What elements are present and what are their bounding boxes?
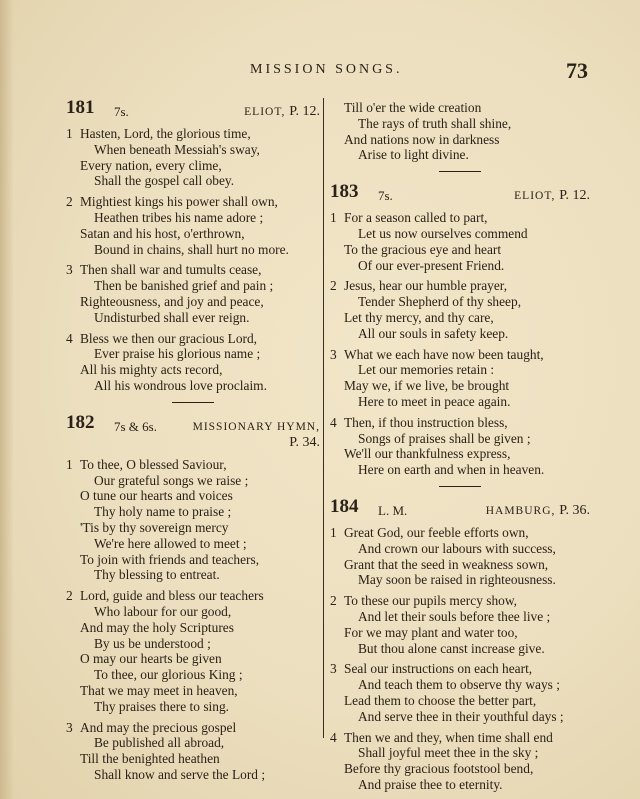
hymn-separator	[439, 486, 481, 487]
tune-name: HAMBURG,	[485, 504, 556, 517]
verse-line: Here to meet in peace again.	[358, 393, 511, 409]
verse-number: 1	[330, 524, 337, 540]
hymn-number: 181	[66, 97, 95, 118]
hymn-meter: 7s & 6s.	[114, 418, 157, 434]
verse-line: Grant that the seed in weakness sown,	[344, 556, 549, 572]
verse-line: That we may meet in heaven,	[80, 682, 238, 698]
verse-line: Lord, guide and bless our teachers	[80, 588, 264, 604]
verse-number: 3	[330, 661, 337, 677]
verse-line: To thee, O blessed Saviour,	[80, 456, 227, 472]
verse	[66, 126, 320, 189]
verse-line: And let their souls before thee live ;	[358, 608, 551, 624]
verse-line: All his mighty acts record,	[80, 362, 223, 378]
hymn-verses	[330, 210, 590, 478]
verse-line: Great God, our feeble efforts own,	[344, 524, 529, 540]
verse	[330, 525, 590, 588]
hymn-184	[330, 495, 590, 793]
hymn-separator	[439, 171, 481, 172]
verse	[330, 278, 590, 341]
hymn-meter: L. M.	[378, 502, 408, 518]
verse-line: To the gracious eye and heart	[344, 241, 502, 257]
verse-number: 2	[330, 278, 337, 294]
verse-line: Lead them to choose the better part,	[344, 692, 537, 708]
verse	[66, 331, 320, 394]
hymn-tune	[244, 104, 320, 121]
verse	[66, 588, 320, 714]
hymn-header	[330, 495, 590, 523]
verse-line: When beneath Messiah's sway,	[94, 141, 260, 157]
verse	[330, 661, 590, 724]
verse-number: 3	[330, 346, 337, 362]
verse-line: Who labour for our good,	[94, 603, 232, 619]
verse-number: 4	[330, 729, 337, 745]
left-column	[66, 97, 320, 788]
verse-line: Till o'er the wide creation	[344, 100, 482, 115]
verse-line: Satan and his host, o'erthrown,	[80, 225, 245, 241]
verse-number: 3	[66, 719, 73, 735]
verse-line: For we may plant and water too,	[344, 624, 518, 640]
hymn-tune	[486, 503, 590, 520]
verse	[330, 210, 590, 273]
verse	[330, 347, 590, 410]
column-divider	[323, 98, 324, 738]
verse-line: To these our pupils mercy show,	[344, 593, 517, 609]
verse-line: 'Tis by thy sovereign mercy	[80, 519, 229, 535]
verse-line: Then we and they, when time shall end	[344, 729, 553, 745]
verse-line: Then, if thou instruction bless,	[344, 414, 508, 430]
verse-line: All our souls in safety keep.	[358, 325, 509, 341]
verse-number: 4	[330, 414, 337, 430]
verse	[66, 262, 320, 325]
verse-line: Let us now ourselves commend	[358, 225, 528, 241]
hymn-tune	[514, 188, 590, 205]
hymn-verses	[66, 126, 320, 394]
hymn-182	[66, 411, 320, 783]
verse-line: O tune our hearts and voices	[80, 488, 233, 504]
verse-line: Thy praises there to sing.	[94, 698, 229, 714]
hymn-tune	[180, 419, 320, 451]
verse-line: And may the holy Scriptures	[80, 619, 234, 635]
verse-line: Bless we then our gracious Lord,	[80, 330, 258, 346]
verse-line: Our grateful songs we raise ;	[94, 472, 249, 488]
verse-line: Then be banished grief and pain ;	[94, 278, 274, 294]
hymn-183	[330, 181, 590, 478]
verse-line: And teach them to observe thy ways ;	[358, 677, 560, 693]
verse-line: Shall the gospel call obey.	[94, 173, 235, 189]
verse-line: Every nation, every clime,	[80, 157, 222, 173]
verse-line: Be published all abroad,	[94, 735, 225, 751]
tune-name: MISSIONARY HYMN,	[192, 420, 320, 433]
verse-line: Till the benighted heathen	[80, 751, 220, 767]
verse	[66, 457, 320, 583]
verse-number: 2	[330, 593, 337, 609]
tune-page: P. 34.	[289, 434, 320, 450]
verse-line: Arise to light divine.	[358, 147, 469, 163]
verse	[66, 194, 320, 257]
page-binding-shadow	[0, 0, 14, 799]
verse-line: Shall know and serve the Lord ;	[94, 766, 266, 782]
verse-line: The rays of truth shall shine,	[358, 115, 512, 131]
hymn-meter: 7s.	[378, 188, 393, 204]
verse-line: Here on earth and when in heaven.	[358, 462, 545, 478]
verse-line: Hasten, Lord, the glorious time,	[80, 126, 251, 141]
verse-line: And serve thee in their youthful days ;	[358, 708, 564, 724]
hymn-number: 183	[330, 181, 359, 203]
verse-line: Then shall war and tumults cease,	[80, 262, 262, 278]
verse	[66, 720, 320, 783]
verse-line: All his wondrous love proclaim.	[94, 377, 267, 393]
hymn-header	[330, 181, 590, 208]
verse-line: Jesus, hear our humble prayer,	[344, 278, 508, 294]
hymn-number: 182	[66, 411, 95, 433]
verse-line: By us be understood ;	[94, 635, 211, 651]
verse-line: Let thy mercy, and thy care,	[344, 309, 494, 325]
verse-line: Righteousness, and joy and peace,	[80, 293, 264, 309]
hymn-verses	[330, 525, 590, 793]
verse-line: Bound in chains, shall hurt no more.	[94, 241, 289, 257]
verse-line: For a season called to part,	[344, 210, 488, 226]
verse-number: 1	[330, 210, 337, 226]
verse-number: 1	[66, 126, 73, 141]
hymn-header	[66, 411, 320, 455]
verse-line: Undisturbed shall ever reign.	[94, 309, 250, 325]
verse-line: We'll our thankfulness express,	[344, 446, 511, 462]
verse-line: May we, if we live, be brought	[344, 378, 510, 394]
verse-number: 1	[66, 456, 73, 472]
verse-number: 2	[66, 588, 73, 604]
verse-line: Thy holy name to praise ;	[94, 504, 232, 520]
verse-number: 3	[66, 262, 73, 278]
verse-line: O may our hearts be given	[80, 651, 222, 667]
verse-line: And may the precious gospel	[80, 719, 237, 735]
verse-line: Of our ever-present Friend.	[358, 257, 505, 273]
verse-line: May soon be raised in righteousness.	[358, 572, 556, 588]
verse-line: Songs of praises shall be given ;	[358, 430, 531, 446]
verse-line: But thou alone canst increase give.	[358, 640, 545, 656]
hymn-meter: 7s.	[114, 104, 129, 119]
verse	[330, 730, 590, 793]
hymn-verses	[66, 457, 320, 783]
tune-name: ELIOT,	[514, 190, 556, 203]
verse-line: Ever praise his glorious name ;	[94, 346, 261, 362]
hymn-182-continuation	[330, 100, 590, 163]
verse	[330, 415, 590, 478]
verse-line: To join with friends and teachers,	[80, 551, 260, 567]
verse-line: And crown our labours with success,	[358, 540, 556, 556]
verse	[330, 593, 590, 656]
tune-name: ELIOT,	[244, 106, 286, 118]
verse-line: Mightiest kings his power shall own,	[80, 194, 278, 210]
verse-line: Shall joyful meet thee in the sky ;	[358, 745, 539, 761]
running-title: MISSION SONGS.	[250, 62, 403, 77]
verse-line: What we each have now been taught,	[344, 346, 544, 362]
verse-number: 4	[66, 330, 73, 346]
verse-line: We're here allowed to meet ;	[94, 535, 247, 551]
tune-page: P. 36.	[559, 502, 590, 518]
verse-line: Before thy gracious footstool bend,	[344, 761, 534, 777]
verse-line: Heathen tribes his name adore ;	[94, 209, 264, 225]
tune-page: P. 12.	[289, 104, 320, 119]
page-number: 73	[566, 58, 588, 83]
verse-line: To thee, our glorious King ;	[94, 667, 243, 683]
hymn-separator	[172, 402, 214, 403]
hymn-181	[66, 97, 320, 394]
tune-page: P. 12.	[559, 188, 590, 204]
right-column	[330, 100, 590, 798]
hymn-number: 184	[330, 495, 359, 517]
verse-number: 2	[66, 194, 73, 210]
verse-line: Tender Shepherd of thy sheep,	[358, 294, 522, 310]
verse-line: And praise thee to eternity.	[358, 776, 503, 792]
verse-line: Seal our instructions on each heart,	[344, 661, 533, 677]
hymn-header	[66, 97, 320, 124]
verse-line: Let our memories retain :	[358, 362, 495, 378]
verse-line: And nations now in darkness	[344, 131, 500, 147]
verse-line: Thy blessing to entreat.	[94, 567, 220, 583]
